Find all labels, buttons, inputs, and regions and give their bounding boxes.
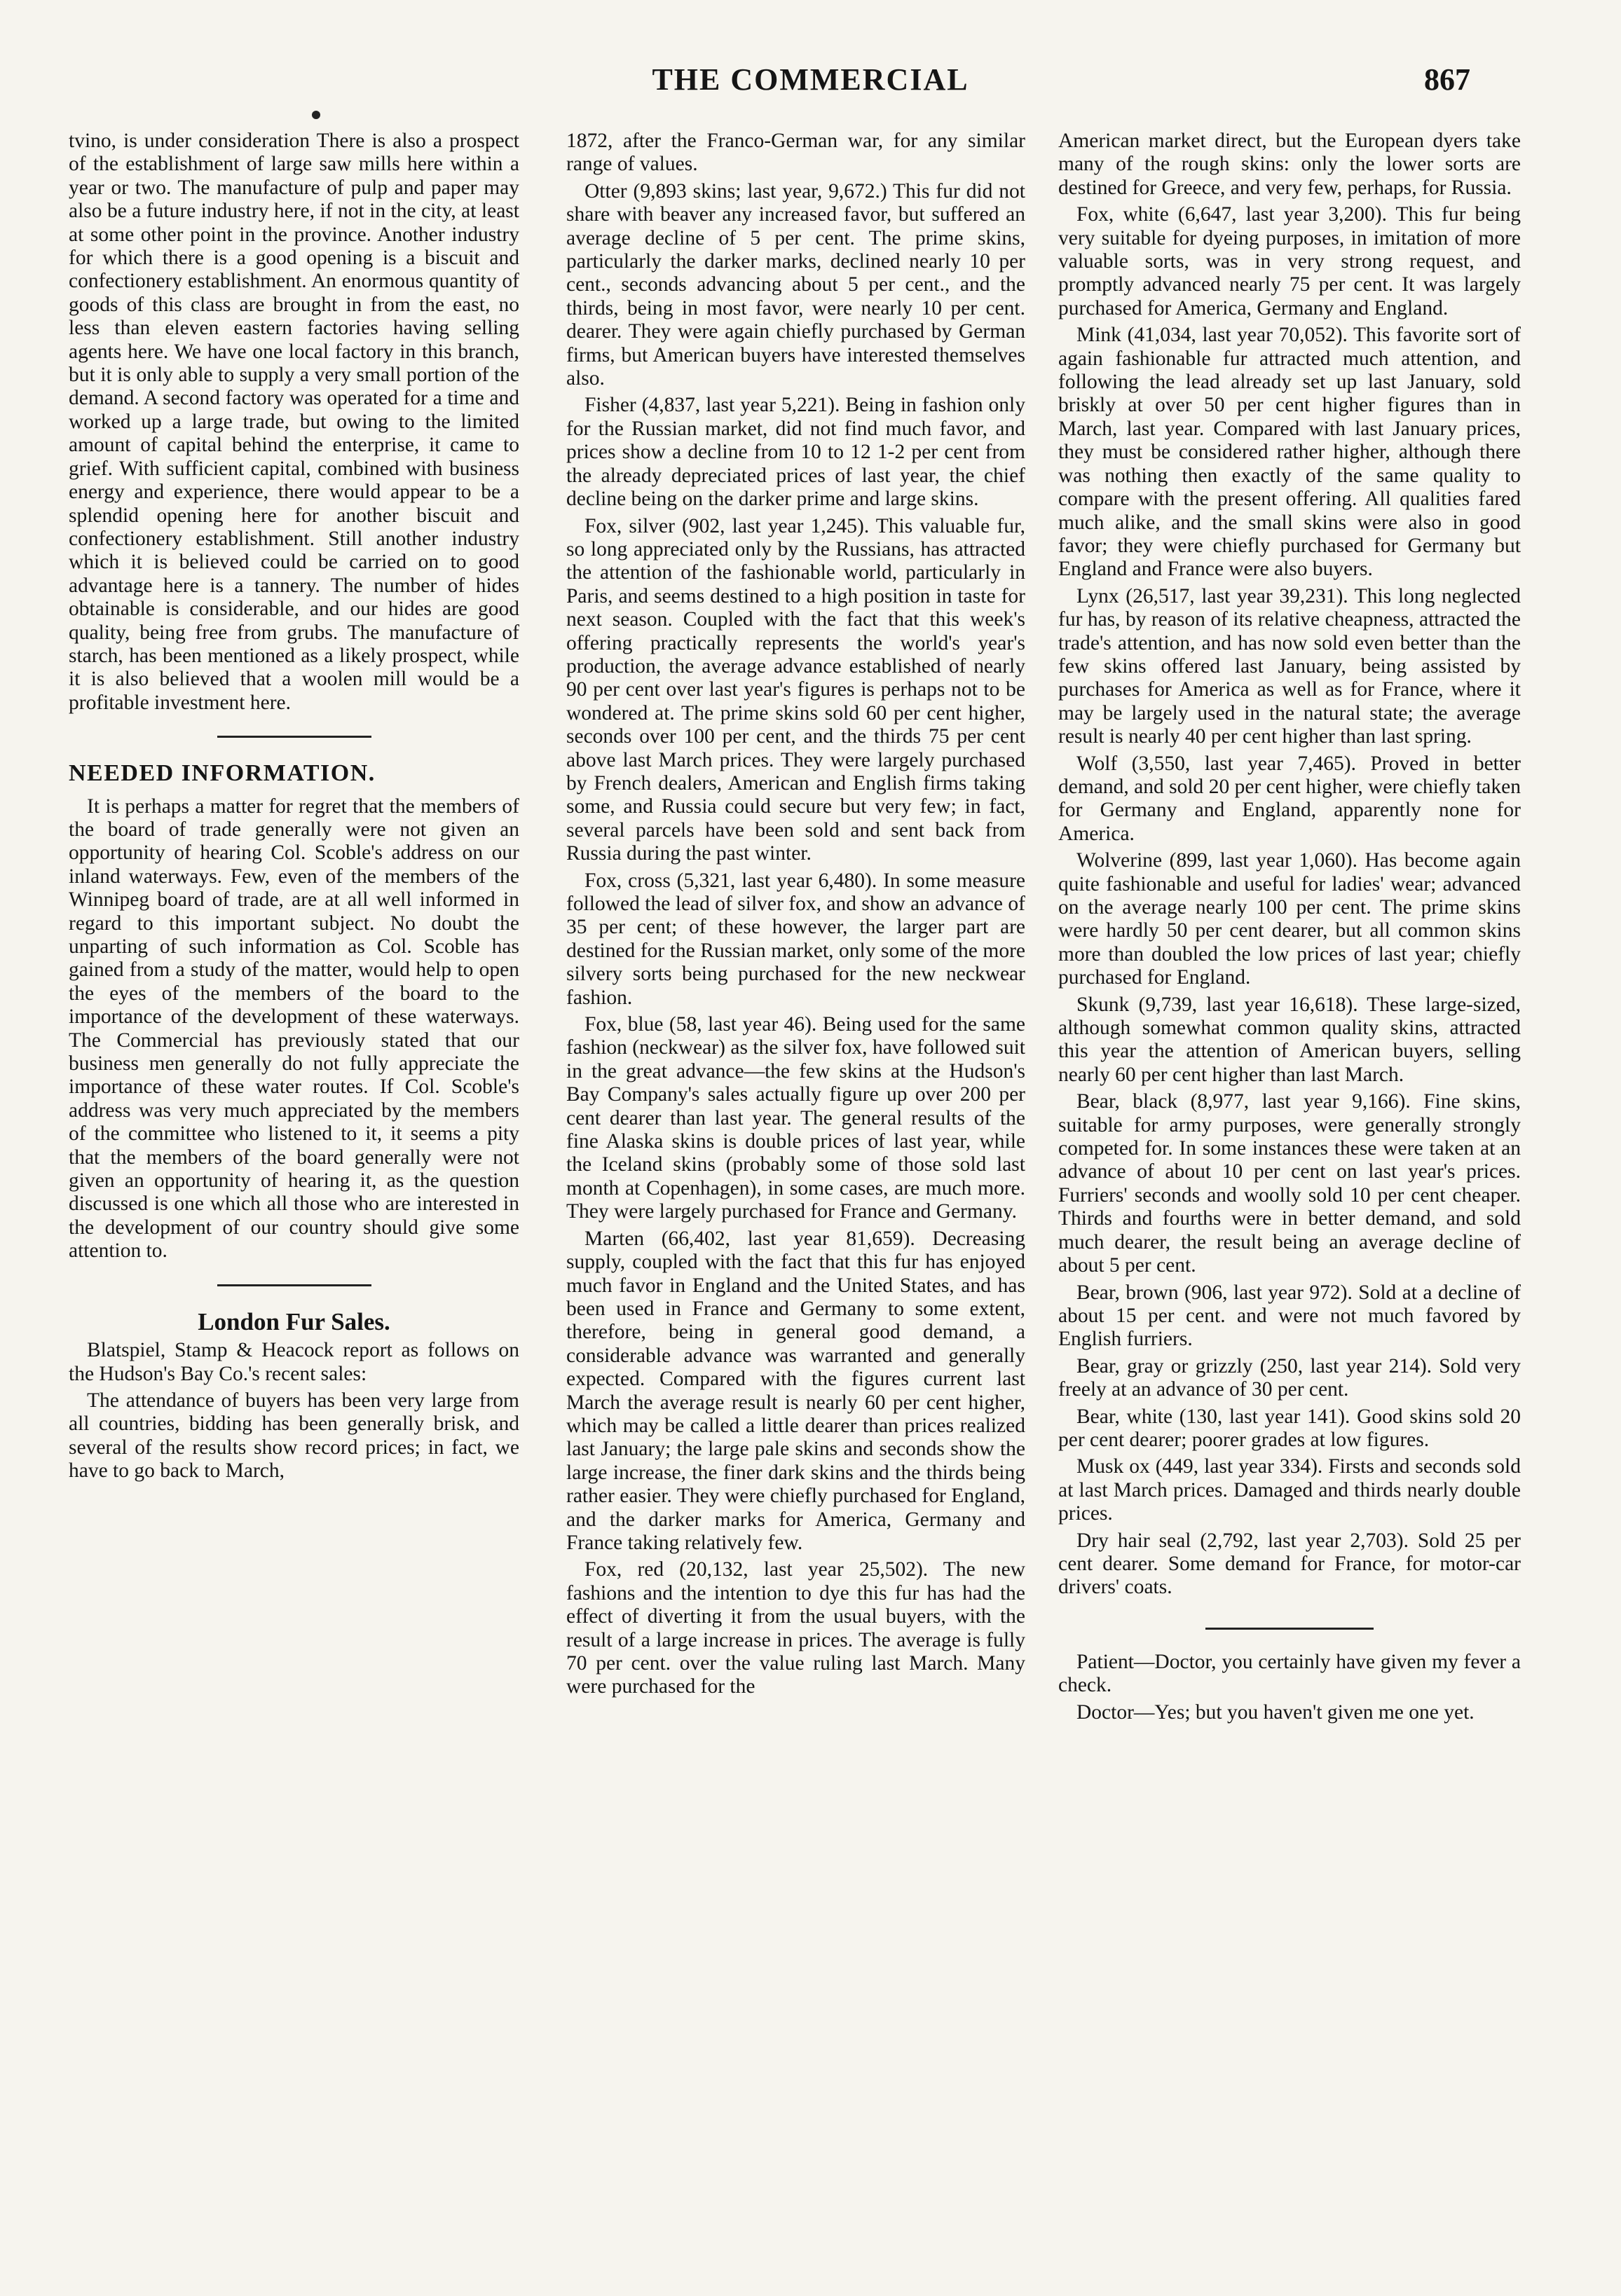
fur-report-skunk: Skunk (9,739, last year 16,618). These large-sized, although somewhat common quality skins, attracted this year the attention of American buyers, selling nearly 60 per cent higher than last March.: [1058, 993, 1521, 1086]
fur-report-hair-seal: Dry hair seal (2,792, last year 2,703). Sold 25 per cent dearer. Some demand for France, for motor-car drivers' coats.: [1058, 1529, 1521, 1599]
section-heading-needed-information: NEEDED INFORMATION.: [69, 760, 376, 787]
joke-line-patient: Patient—Doctor, you certainly have given my fever a check.: [1058, 1650, 1521, 1697]
article-paragraph: American market direct, but the European dyers take many of the rough skins: only the lower sorts are destined for Greece, and very few, perhaps, for Russia.: [1058, 130, 1521, 199]
section-divider: [1205, 1628, 1374, 1630]
column-2: [566, 130, 1025, 1703]
fur-report-otter: Otter (9,893 skins; last year, 9,672.) This fur did not share with beaver any increased favor, but suffered an average decline of 5 per cent. The prime skins, particularly the darker marks, declined nearly 10 per cent., seconds advancing about 5 per cent., and the thirds, being in most favor, were nearly 10 per cent. dearer. They were again chiefly purchased by German firms, but American buyers have interested themselves also.: [566, 179, 1025, 390]
fur-report-bear-grizzly: Bear, gray or grizzly (250, last year 214). Sold very freely at an advance of 30 per cent.: [1058, 1354, 1521, 1401]
page-number: 867: [1424, 62, 1470, 97]
column-1: [69, 130, 519, 1487]
section-divider: [217, 1284, 371, 1286]
fur-report-bear-brown: Bear, brown (906, last year 972). Sold at a decline of about 15 per cent. and were not much favored by English furriers.: [1058, 1281, 1521, 1351]
article-paragraph: 1872, after the Franco-German war, for any similar range of values.: [566, 130, 1025, 176]
publication-title: THE COMMERCIAL: [652, 62, 969, 97]
fur-report-fox-white: Fox, white (6,647, last year 3,200). This fur being very suitable for dyeing purposes, in imitation of more valuable sorts, was in very strong request, and promptly advanced nearly 75 per cent. It was largely purchased for America, Germany and England.: [1058, 203, 1521, 319]
fur-report-fox-silver: Fox, silver (902, last year 1,245). This valuable fur, so long appreciated only by the Russians, has attracted the attention of the fashionable world, particularly in Paris, and seems destined to a high position in taste for next season. Coupled with the fact that this week's offering practically represents the world's year's production, the average advance established of nearly 90 per cent over last year's figures is perhaps not to be wondered at. The prime skins sold 60 per cent higher, seconds over 100 per cent, and the thirds 75 per cent above last March prices. They were largely purchased by French dealers, American and English firms taking some, and Russia could secure but very few; in fact, several parcels have been sold and sent back from Russia during the past winter.: [566, 514, 1025, 865]
fur-report-fox-cross: Fox, cross (5,321, last year 6,480). In some measure followed the lead of silver fox, and show an advance of 35 per cent; of these however, the larger part are destined for the Russian market, only some of the more silvery sorts being purchased for the new neckwear fashion.: [566, 869, 1025, 1009]
article-paragraph: tvino, is under consideration There is also a prospect of the establishment of large saw mills here within a year or two. The manufacture of pulp and paper may also be a future industry here, if not in the city, at least at some other point in the province. Another industry for which there is a good opening is a biscuit and confectionery establishment. An enormous quantity of goods of this class are brought in from the east, no less than eleven eastern factories having selling agents here. We have one local factory in this branch, but it is only able to supply a very small portion of the demand. A second factory was operated for a time and worked up a large trade, but owing to the limited amount of capital behind the enterprise, it came to grief. With sufficient capital, combined with business energy and experience, there would appear to be a splendid opening here for another biscuit and confectionery establishment. Still another industry which it is believed could be carried on to good advantage here is a tannery. The number of hides obtainable is considerable, and our hides are good quality, being free from grubs. The manufacture of starch, has been mentioned as a likely prospect, while it is also believed that a woolen mill would be a profitable investment here.: [69, 130, 519, 714]
article-paragraph: The attendance of buyers has been very large from all countries, bidding has been generally brisk, and several of the results show record prices; in fact, we have to go back to March,: [69, 1389, 519, 1483]
fur-report-marten: Marten (66,402, last year 81,659). Decreasing supply, coupled with the fact that this fur has enjoyed much favor in England and the United States, and has been used in France and Germany to some extent, therefore, being in general good demand, a considerable advance was warranted and generally expected. Compared with the figures current last March the average result is nearly 60 per cent higher, which may be called a little dearer than prices realized last January; the large pale skins and seconds show the large increase, the finer dark skins and the thirds being rather easier. They were chiefly purchased for England, and the darker marks for America, Germany and France taking relatively few.: [566, 1227, 1025, 1554]
fur-report-bear-white: Bear, white (130, last year 141). Good skins sold 20 per cent dearer; poorer grades at low figures.: [1058, 1405, 1521, 1451]
fur-report-fox-blue: Fox, blue (58, last year 46). Being used for the same fashion (neckwear) as the silver fox, have followed suit in the great advance—the few skins at the Hudson's Bay Company's sales actually figure up over 200 per cent dearer than last year. The general results of the fine Alaska skins is double prices of last year, while the Iceland skins (probably some of those sold last month at Copenhagen), in some cases, are much more. They were largely purchased for France and Germany.: [566, 1013, 1025, 1223]
section-heading-london-fur-sales: London Fur Sales.: [198, 1307, 390, 1335]
fur-report-wolf: Wolf (3,550, last year 7,465). Proved in better demand, and sold 20 per cent higher, were chiefly taken for Germany and England, apparently none for America.: [1058, 752, 1521, 845]
column-3: [1058, 130, 1521, 1728]
fur-report-wolverine: Wolverine (899, last year 1,060). Has become again quite fashionable and useful for ladies' wear; advanced on the average nearly 100 per cent. The prime skins were hardly 50 per cent dearer, but all common skins more than doubled the low prices of last year; chiefly purchased for England.: [1058, 849, 1521, 989]
fur-report-bear-black: Bear, black (8,977, last year 9,166). Fine skins, suitable for army purposes, were generally strongly competed for. In some instances these were taken at an advance of about 10 per cent on last year's prices. Furriers' seconds and woolly sold 10 per cent cheaper. Thirds and fourths were in better demand, and sold much dearer, the result being an average decline of about 5 per cent.: [1058, 1090, 1521, 1277]
section-divider: [217, 736, 371, 738]
fur-report-fox-red: Fox, red (20,132, last year 25,502). The new fashions and the intention to dye this fur has had the effect of diverting it from the usual buyers, with the result of a large increase in prices. The average is fully 70 per cent. over the value ruling last March. Many were purchased for the: [566, 1558, 1025, 1698]
column-ornament-dot: [312, 111, 320, 119]
page-header: [0, 62, 1621, 104]
fur-report-fisher: Fisher (4,837, last year 5,221). Being in fashion only for the Russian market, did not find much favor, and prices show a decline from 10 to 12 1-2 per cent from the already depreciated prices of last year, the chief decline being on the darker prime and large skins.: [566, 394, 1025, 511]
article-paragraph: It is perhaps a matter for regret that the members of the board of trade generally were not given an opportunity of hearing Col. Scoble's address on our inland waterways. Few, even of the members of the Winnipeg board of trade, are at all well informed in regard to this important subject. No doubt the unparting of such information as Col. Scoble has gained from a study of the matter, would help to open the eyes of the members of the board to the importance of the development of these waterways. The Commercial has previously stated that our business men generally do not fully appreciate the importance of these water routes. If Col. Scoble's address was very much appreciated by the members of the committee who listened to it, it seems a pity that the members of the board generally were not given an opportunity of hearing it, as the question discussed is one which all those who are interested in the development of our country should give some attention to.: [69, 795, 519, 1263]
fur-report-lynx: Lynx (26,517, last year 39,231). This long neglected fur has, by reason of its relative cheapness, attracted the trade's attention, and has now sold even better than the few skins offered last January, being assisted by purchases for America as well as for France, where it may be largely used in the natural state; the average result is nearly 40 per cent higher than last spring.: [1058, 584, 1521, 748]
fur-report-musk-ox: Musk ox (449, last year 334). Firsts and seconds sold at last March prices. Damaged and thirds nearly double prices.: [1058, 1455, 1521, 1525]
joke-line-doctor: Doctor—Yes; but you haven't given me one yet.: [1076, 1700, 1475, 1724]
article-paragraph: Blatspiel, Stamp & Heacock report as follows on the Hudson's Bay Co.'s recent sales:: [69, 1339, 519, 1385]
fur-report-mink: Mink (41,034, last year 70,052). This favorite sort of again fashionable fur attracted much attention, and following the lead already set up last January, sold briskly at over 50 per cent higher figures than in March, last year. Compared with last January prices, they must be considered rather higher, although there was nothing then exactly of the same quality to compare with the present offering. All qualities fared much alike, and the small skins were also in good favor; they were chiefly purchased for Germany but England and France were also buyers.: [1058, 324, 1521, 581]
